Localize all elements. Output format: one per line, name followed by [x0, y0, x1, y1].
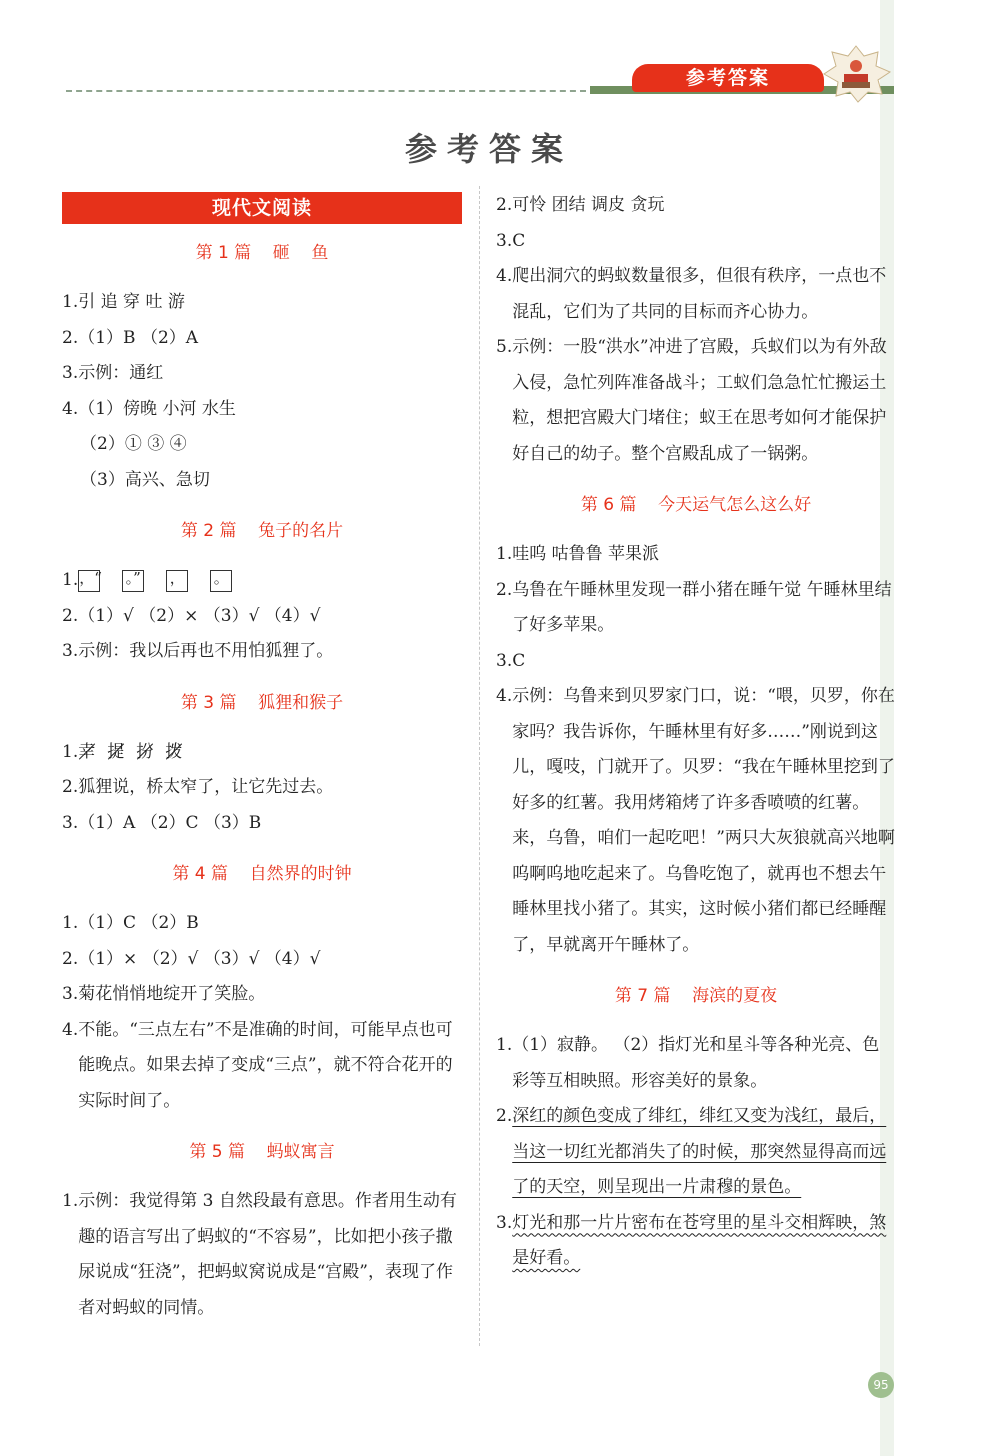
punctuation-box: ，: [166, 570, 188, 592]
punctuation-box: ，“: [78, 570, 100, 592]
answer-item: 3. 菊花悄悄地绽开了笑脸。: [62, 984, 266, 1004]
page-title: 参考答案: [404, 130, 573, 168]
answer-item: 1. 示例：我觉得第 3 自然段最有意思。作者用生动有趣的语言写出了蚂蚁的“不容易”，比如把小孩子撒尿说成“狂浇”，把蚂蚁窝说成是“宫殿”，表现了作者对蚂蚁的同情。: [62, 1191, 457, 1318]
answer-item: 5. 示例：一股“洪水”冲进了宫殿，兵蚁们以为有外敌入侵，急忙列阵准备战斗；工蚁们急急忙忙搬运土粒，想把宫殿大门堵住；蚁王在思考如何才能保护好自己的幼子。整个宫殿乱成了一锅粥。: [496, 337, 887, 464]
answer-item: 4. 不能。“三点左右”不是准确的时间，可能早点也可能晚点。如果去掉了变成“三点”，就不符合花开的实际时间了。: [62, 1019, 453, 1111]
answer-item: 2. 深红的颜色变成了绯红，绯红又变为浅红，最后，当这一切红光都消失了的时候，那突然显得高而远了的天空，则呈现出一片肃穆的景色。: [496, 1106, 887, 1197]
answer-item: 3. 灯光和那一片片密布在苍穹里的星斗交相辉映，煞是好看。: [496, 1212, 887, 1268]
section-title-1: 第 1 篇 砸 鱼: [195, 243, 329, 263]
answer-item: 1. 引 追 穿 吐 游: [62, 292, 185, 312]
answer-item: 3. C: [496, 230, 526, 251]
answer-item: 2. 乌鲁在午睡林里发现一群小猪在睡午觉 午睡林里结了好多苹果。: [496, 579, 892, 635]
answer-item: 3. 示例：通红: [62, 363, 164, 383]
right-column: [496, 188, 896, 1277]
book-reader-icon: [818, 44, 894, 104]
answer-item: 2. 可怜 团结 调皮 贪玩: [496, 195, 665, 215]
answer-item: 1. 幸 提 扮 拨: [62, 735, 462, 771]
answer-item: 1. （1）寂静。 （2）指灯光和星斗等各种光亮、色彩等互相映照。形容美好的景象。: [496, 1035, 880, 1091]
answer-item: 3. （1）A （2）C （3）B: [62, 812, 262, 833]
answer-item: 4. （1）傍晚 小河 水生: [62, 398, 236, 419]
page-number: 95: [868, 1372, 894, 1398]
struck-character: 提: [107, 735, 124, 771]
answer-subitem: （2）① ③ ④: [80, 434, 187, 454]
answer-item: 1. ，“ 。” ， 。: [62, 563, 462, 599]
section-title-4: 第 4 篇 自然界的时钟: [172, 864, 352, 884]
answer-item: 2. 狐狸说，桥太窄了，让它先过去。: [62, 777, 334, 797]
struck-character: 拨: [165, 735, 182, 771]
category-banner: 现代文阅读: [62, 192, 462, 224]
answer-item: 2. （1）√ （2）× （3）√ （4）√: [62, 605, 321, 626]
answer-item: 3. C: [496, 650, 526, 671]
answer-item: 2. （1）× （2）√ （3）√ （4）√: [62, 948, 321, 969]
answer-item: 2. （1）B （2）A: [62, 327, 199, 348]
section-title-6: 第 6 篇 今天运气怎么这么好: [580, 495, 812, 515]
answer-item: 3. 示例：我以后再也不用怕狐狸了。: [62, 641, 334, 661]
answer-item: 4. 示例：乌鲁来到贝罗家门口，说：“喂，贝罗，你在家吗？我告诉你，午睡林里有好多……”刚说到这儿，嘎吱，门就开了。贝罗：“我在午睡林里挖到了好多的红薯。我用烤箱烤了许多香喷喷的红薯。来，乌鲁，咱们一起吃吧！”两只大灰狼就高兴地啊呜啊呜地吃起来了。乌鲁吃饱了，就再也不想去午睡林里找小猪了。其实，这时候小猪们都已经睡醒了，早就离开午睡林了。: [496, 686, 895, 955]
header-tab: 参考答案: [632, 64, 824, 92]
punctuation-box: 。: [210, 570, 232, 592]
answer-item: 1. 哇呜 咕鲁鲁 苹果派: [496, 544, 660, 564]
answer-item: 4. 爬出洞穴的蚂蚁数量很多，但很有秩序，一点也不混乱，它们为了共同的目标而齐心协力。: [496, 266, 887, 322]
section-title-2: 第 2 篇 兔子的名片: [180, 521, 344, 541]
answer-subitem: （3）高兴、急切: [80, 469, 210, 490]
column-divider: [479, 186, 480, 1346]
left-column: [62, 188, 462, 1326]
section-title-3: 第 3 篇 狐狸和猴子: [180, 692, 344, 713]
section-title-5: 第 5 篇 蚂蚁寓言: [189, 1142, 335, 1162]
struck-character: 扮: [136, 735, 153, 771]
punctuation-box: 。”: [122, 570, 144, 592]
header-dashed-rule: [66, 90, 586, 92]
section-title-7: 第 7 篇 海滨的夏夜: [614, 986, 778, 1006]
struck-character: 幸: [78, 735, 95, 771]
answer-item: 1. （1）C （2）B: [62, 913, 199, 933]
